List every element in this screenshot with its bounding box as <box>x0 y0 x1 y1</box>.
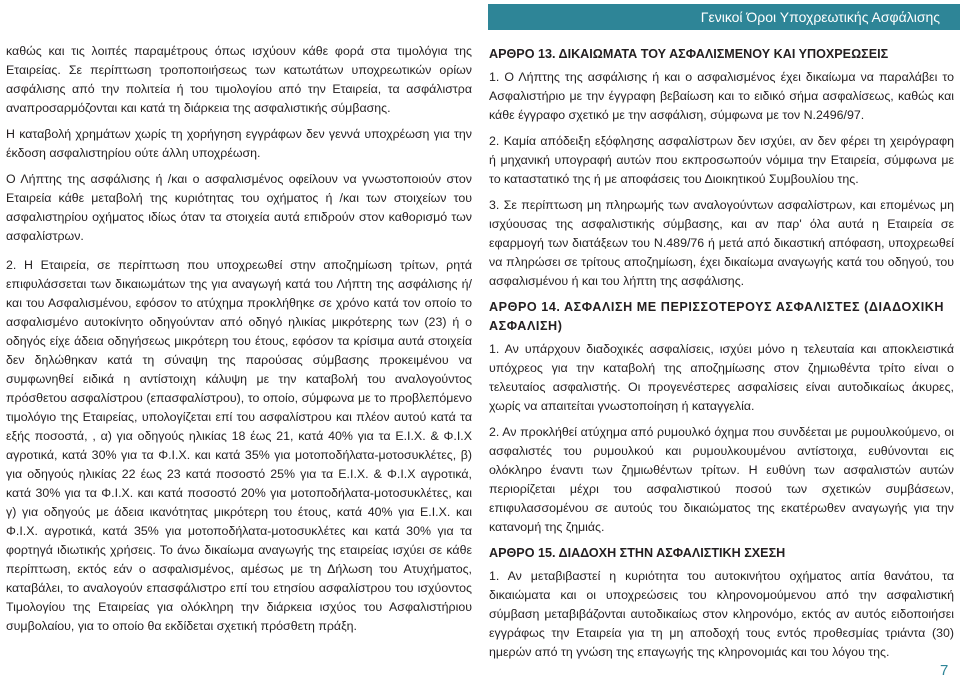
article-15 <box>489 544 954 662</box>
article-13-heading: ΑΡΘΡΟ 13. ΔΙΚΑΙΩΜΑΤΑ ΤΟΥ ΑΣΦΑΛΙΣΜΕΝΟΥ ΚΑΙ ΥΠΟΧΡΕΩΣΕΙΣ <box>489 47 889 61</box>
left-column <box>6 42 472 636</box>
right-column <box>489 45 954 662</box>
paragraph: 1. Αν μεταβιβαστεί η κυριότητα του αυτοκινήτου οχήματος αιτία θανάτου, τα δικαιώματα και οι υποχρεώσεις του κληρονομούμενου από την ασφαλιστική σύμβαση μεταβιβάζονται αυτοδικαίως στον κληρονόμο, εκτός αν αυτός ειδοποιήσει εγγράφως την Εταιρεία για τη μη αποδοχή τους εντός προθεσμίας τριάντα (30) ημερών από τη γνώση της επαγωγής της κληρονομιάς και του λόγου της. <box>489 569 954 659</box>
document-header <box>488 4 960 30</box>
page-number: 7 <box>940 662 949 679</box>
header-title: Γενικοί Όροι Υποχρεωτικής Ασφάλισης <box>700 9 940 25</box>
paragraph: Ο Λήπτης της ασφάλισης ή /και ο ασφαλισμένος οφείλουν να γνωστοποιούν στον Εταιρεία κάθε μεταβολή της κυριότητας του οχήματος ή /και των στοιχείων του ασφαλιστηρίου οχήματος ιδίως όταν τα στοιχεία αυτά επιδρούν στον καθορισμό των ασφαλίστρων. <box>6 172 472 243</box>
paragraph: καθώς και τις λοιπές παραμέτρους όπως ισχύουν κάθε φορά στα τιμολόγια της Εταιρείας. Σε περίπτωση τροποποιήσεως των κατωτάτων υποχρεωτικών ορίων ασφάλισης από την πολιτεία ή του τιμολογίου από την Εταιρεία, τα ασφάλιστρα αναπροσαρμόζονται και κατά τη διάρκεια της ασφαλιστικής σύμβασης. <box>6 44 472 115</box>
paragraph: 2. Καμία απόδειξη εξόφλησης ασφαλίστρων δεν ισχύει, αν δεν φέρει τη χειρόγραφη ή μηχανική υπογραφή αυτών που εκπροσωπούν νόμιμα την Εταιρεία, σύμφωνα με το καταστατικό της ή με αποφάσεις του Διοικητικού Συμβουλίου της. <box>489 134 954 186</box>
article-13 <box>489 45 954 291</box>
paragraph: 1. Ο Λήπτης της ασφάλισης ή και ο ασφαλισμένος έχει δικαίωμα να παραλάβει το Ασφαλιστήριο με την έγγραφη βεβαίωση και το ειδικό σήμα ασφαλίσεως, καθώς και κάθε έγγραφο σχετικό με την ασφάλιση, σύμφωνα με τον Ν.2496/97. <box>489 70 954 122</box>
paragraph: 2. Αν προκλήθεί ατύχημα από ρυμουλκό όχημα που συνδέεται με ρυμουλκούμενο, οι ασφαλιστές του ρυμουλκού και ρυμουλκουμένου αντίστοιχα, ευθύνονται εις ολόκληρο έναντι των ζημιωθέντων τρίτων. Η ευθύνη των ασφαλιστών αυτών περιορίζεται μέχρι του ασφαλιστικού ποσού των σχετικών συμβάσεων, επιφυλασσομένου σε αυτούς του δικαιώματος της εκατέρωθεν αναγωγής για την κατανομή της ζημιάς. <box>489 425 954 534</box>
paragraph: 2. Η Εταιρεία, σε περίπτωση που υποχρεωθεί στην αποζημίωση τρίτων, ρητά επιφυλάσσεται των δικαιωμάτων της για αναγωγή κατά του Λήπτη της ασφάλισης ή/και του Ασφαλισμένου, εφόσον το ατύχημα προκλήθηκε σε χρόνο κατά τον οποίο το ασφαλισμένο αυτοκίνητο οδηγούνταν από οδηγό ηλικίας μικρότερης των (23) ή ο οδηγός είχε άδεια οδηγήσεως μικρότερη του έτους, εφόσον τα κρίσιμα αυτά στοιχεία δεν δηλώθηκαν κατά τη σύναψη της παρούσας σύμβασης προκειμένου να συμφωνηθεί ειδικά η αντίστοιχη κάλυψη με την καταβολή του αναλογούντος πρόσθετου ασφαλίστρου (επασφαλίστρου), το οποίο, σύμφωνα με το προβλεπόμενο τιμολόγιο της Εταιρείας, υπολογίζεται επί του ασφαλίστρου και πλέον αυτού κατά τα εξής ποσοστά, , α) για οδηγούς ηλικίας 18 έως 21, κατά 40% για τα Ε.Ι.Χ. & Φ.Ι.Χ αγροτικά, κατά 30% για τα Φ.Ι.Χ. και κατά 35% για μοτοποδήλατα-μοτοσυκλέτες, β) για οδηγούς ηλικίας 22 έως 23 κατά ποσοστό 25% για τα Ε.Ι.Χ. & Φ.Ι.Χ αγροτικά, κατά 30% για τα Φ.Ι.Χ. και κατά ποσοστό 20% για μοτοποδήλατα-μοτοσυκλέτες, και γ) για οδηγούς με άδεια ικανότητας μικρότερη του έτους, κατά 40% για Ε.Ι.Χ. και Φ.Ι.Χ. αγροτικά, κατά 35% για μοτοποδήλατα-μοτοσυκλέτες και κατά 30% για τα φορτηγά ιδιωτικής χρήσεις. Το άνω δικαίωμα αναγωγής της εταιρείας ισχύει σε κάθε περίπτωση, εκτός εάν ο ασφαλισμένος, αμέσως με τη Δήλωση του Ατυχήματος, καταβάλει, το αναλογούν επασφάλιστρο επί του ετησίου ασφαλίστρου του ισχύοντος Τιμολογίου της Εταιρείας για ολόκληρη την διάρκεια ισχύος του Ασφαλιστήριου συμβολαίου, για το οποίο θα εκδίδεται σχετική πρόσθετη πράξη. <box>6 258 472 633</box>
article-15-heading: ΑΡΘΡΟ 15. ΔΙΑΔΟΧΗ ΣΤΗΝ ΑΣΦΑΛΙΣΤΙΚΗ ΣΧΕΣΗ <box>489 546 786 560</box>
article-14 <box>489 298 954 537</box>
paragraph: Η καταβολή χρημάτων χωρίς τη χορήγηση εγγράφων δεν γεννά υποχρέωση για την έκδοση ασφαλιστηρίου ούτε άλλη υποχρέωση. <box>6 127 472 160</box>
paragraph: 1. Αν υπάρχουν διαδοχικές ασφαλίσεις, ισχύει μόνο η τελευταία και αποκλειστικά υπόχρεος για την καταβολή της αποζημίωσης στον ζημιωθέντα τρίτο είναι ο τελευταίος ασφαλιστής. Οι προγενέστερες ασφαλίσεις είναι αυτοδικαίως άκυρες, χωρίς να απαιτείται γνωστοποίηση ή καταγγελία. <box>489 342 954 413</box>
paragraph: 3. Σε περίπτωση μη πληρωμής των αναλογούντων ασφαλίστρων, και επομένως μη ισχύουσας της ασφαλιστικής σύμβασης, και αν παρ' όλα αυτά η Εταιρεία σε εφαρμογή των διατάξεων του Ν.489/76 ή μετά από δικαστική απόφαση, υποχρεωθεί να πληρώσει σε τρίτους αποζημίωση, έχει δικαίωμα αναγωγής κατά του οδηγού, του ασφαλισμένου ή και του λήπτη της ασφάλισης. <box>489 198 954 288</box>
article-14-heading: ΑΡΘΡΟ 14. ΑΣΦΑΛΙΣΗ ΜΕ ΠΕΡΙΣΣΟΤΕΡΟΥΣ ΑΣΦΑΛΙΣΤΕΣ (ΔΙΑΔΟΧΙΚΗ ΑΣΦΑΛΙΣΗ) <box>489 300 945 333</box>
